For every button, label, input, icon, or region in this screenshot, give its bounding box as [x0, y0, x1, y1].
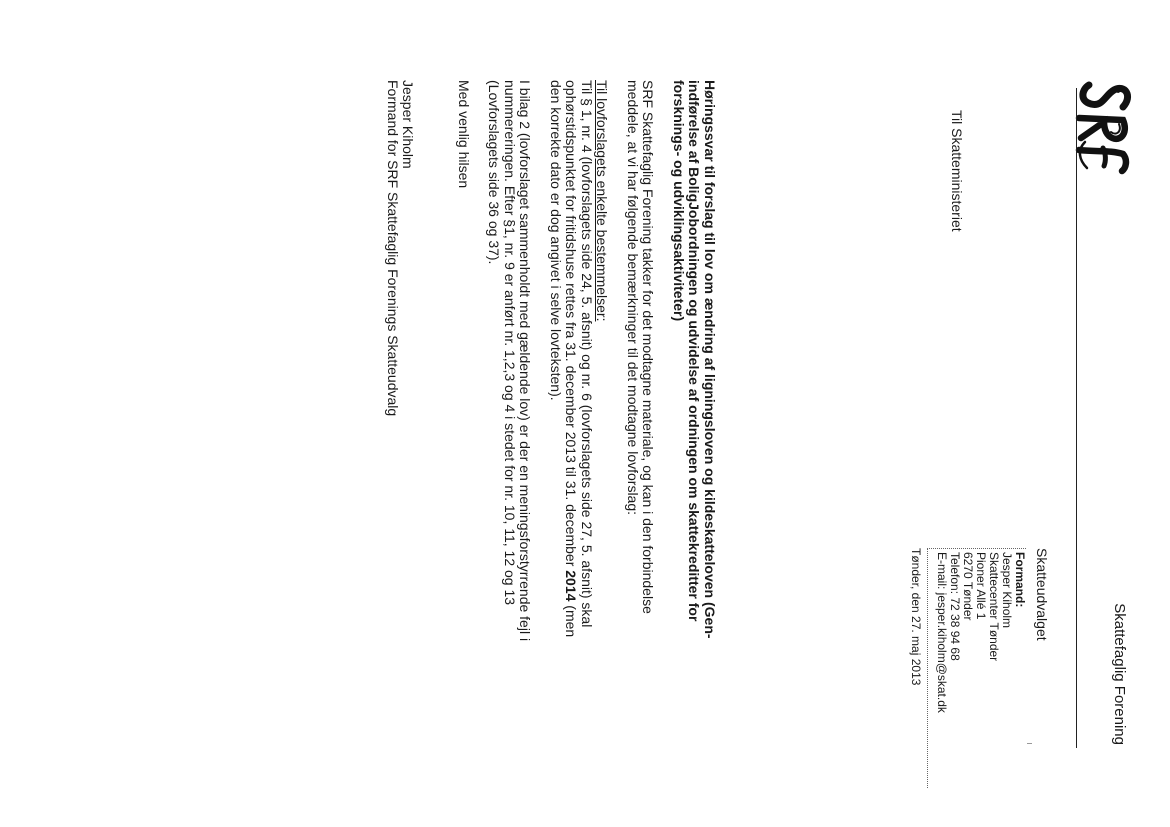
- committee-title: Skatteudvalget: [1034, 548, 1050, 641]
- section-heading: Til lovforslagets enkelte bestemmelser:: [594, 80, 611, 322]
- remark-text: ophørstidspunktet for fritidshuse rettes fra 31. december 2013 til 31. december: [563, 80, 580, 571]
- closing-greeting: Med venlig hilsen: [456, 80, 472, 189]
- chair-label: Formand:: [1013, 552, 1027, 608]
- intro-paragraph: [625, 80, 656, 710]
- committee-contact-block: [909, 548, 1048, 788]
- letter-subject: [671, 80, 718, 710]
- annex-line: (Lovforslagets side 36 og 37).: [486, 80, 503, 265]
- annex-paragraph: [486, 80, 533, 710]
- chair-office: Skattecenter Tønder: [987, 552, 1001, 662]
- annex-line: I bilag 2 (lovforslaget sammenholdt med gældende lov) er der en meningsforstyrrende fejl i: [517, 80, 534, 642]
- chair-contact-box: [927, 548, 1026, 788]
- subject-line: Høringssvar til forslag til lov om ændring af ligningsloven og kildeskatteloven (Gen-: [702, 80, 718, 639]
- place-date: Tønder, den 27. maj 2013: [909, 548, 923, 686]
- annex-line: nummereringen. Efter §1, nr. 9 er anført nr. 1,2,3 og 4 i stedet for nr. 10, 11, 12 og 13: [502, 80, 518, 606]
- subject-line: indførelse af BoligJobordningen og udvidelse af ordningen om skattekreditter for: [686, 80, 703, 622]
- remarks-paragraph: [548, 80, 610, 710]
- srf-logo-icon: [1067, 80, 1137, 175]
- remark-line: Til § 1, nr. 4 (lovforslagets side 24, 5. afsnit) og nr. 6 (lovforslagets side 27, 5. afsnit) skal: [579, 80, 595, 628]
- signature-block: [385, 80, 416, 710]
- signature-name: Jesper Kiholm: [400, 80, 417, 169]
- recipient-line: Til Skatteministeriet: [949, 110, 965, 232]
- intro-line: SRF Skattefaglig Forening takker for det modtagne materiale, og kan i den forbindelse: [640, 80, 657, 614]
- intro-line: meddele, at vi har følgende bemærkninger til det modtagne lovforslag:: [625, 80, 641, 516]
- subject-line: forsknings- og udviklingsaktiviteter): [671, 80, 687, 322]
- chair-street: Pioner Allé 1: [974, 552, 988, 620]
- letter-body: [385, 80, 718, 710]
- header-divider: [1076, 88, 1077, 748]
- remark-text: (men: [563, 601, 580, 638]
- chair-name: Jesper Kiholm: [1000, 552, 1014, 629]
- remark-line: [563, 80, 579, 710]
- remark-line: den korrekte dato er dog angivet i selve lovteksten).: [548, 80, 564, 401]
- chair-email: E-mail: jesper.kiholm@skat.dk: [935, 552, 949, 713]
- chair-phone: Telefon: 72 38 94 68: [948, 552, 962, 661]
- emphasized-year: 2014: [563, 570, 580, 602]
- signature-title: Formand for SRF Skattefaglig Forenings Skatteudvalg: [385, 80, 401, 417]
- chair-postal: 6270 Tønder: [961, 552, 975, 621]
- organization-name: Skattefaglig Forening: [1111, 603, 1128, 745]
